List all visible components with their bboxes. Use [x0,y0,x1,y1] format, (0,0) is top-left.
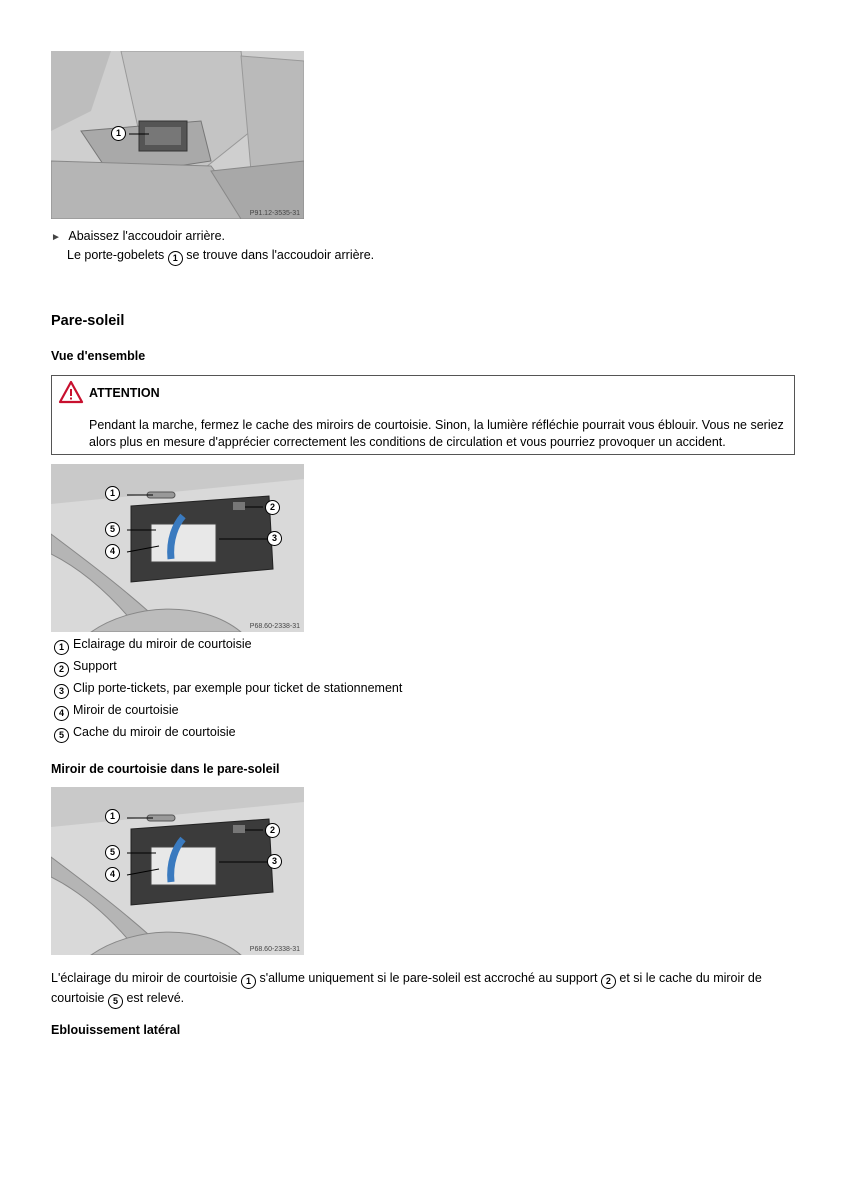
callout-1: 1 [105,486,120,501]
callout-4: 4 [105,867,120,882]
section-title: Pare-soleil [51,313,125,329]
legend-num: 3 [54,684,69,699]
warning-box [51,375,795,455]
para-text: est relevé. [122,991,185,1005]
sun-visor-overview-figure [51,464,304,632]
callout-ref-2: 2 [601,974,616,989]
callout-2: 2 [265,823,280,838]
callout-5: 5 [105,845,120,860]
callout-1: 1 [105,809,120,824]
para-text: L'éclairage du miroir de courtoisie [51,971,241,985]
legend-label: Cache du miroir de courtoisie [73,725,236,739]
rear-armrest-figure [51,51,304,219]
step-arrow-icon: ► [51,232,61,243]
legend-num: 4 [54,706,69,721]
callout-3: 3 [267,854,282,869]
callout-1: 1 [111,126,126,141]
legend-item [54,637,252,655]
legend-label: Miroir de courtoisie [73,703,179,717]
legend-item [54,681,402,699]
callout-5: 5 [105,522,120,537]
subsection-glare: Eblouissement latéral [51,1023,181,1037]
warning-text: Pendant la marche, fermez le cache des miroirs de courtoisie. Sinon, la lumière réfléchie pourrait vous éblouir. Vous ne seriez alors plus en mesure d'apprécier correctement les conditions de circulation et vous pourriez provoquer un accident. [89,418,784,449]
legend-num: 5 [54,728,69,743]
subsection-mirror: Miroir de courtoisie dans le pare-soleil [51,762,280,776]
figure-code: P91.12-3535-31 [249,210,300,217]
legend-label: Eclairage du miroir de courtoisie [73,637,252,651]
step-result-text-2: se trouve dans l'accoudoir arrière. [182,248,375,262]
callout-2: 2 [265,500,280,515]
step-result-text: Le porte-gobelets [67,248,168,262]
legend-item [54,703,179,721]
figure-code: P68.60-2338-31 [249,623,300,630]
legend-item [54,659,117,677]
legend-item [54,725,236,743]
sun-visor-mirror-figure [51,787,304,955]
step-result [67,248,374,266]
legend-num: 2 [54,662,69,677]
callout-3: 3 [267,531,282,546]
para-text: et si le cache du miroir de courtoisie [51,971,762,1005]
legend-label: Clip porte-tickets, par exemple pour ticket de stationnement [73,681,403,695]
callout-ref-1: 1 [241,974,256,989]
legend-label: Support [73,659,117,673]
mirror-description [51,969,796,1009]
callout-4: 4 [105,544,120,559]
callout-ref-5: 5 [108,994,123,1009]
subsection-overview: Vue d'ensemble [51,349,146,363]
para-text: s'allume uniquement si le pare-soleil est accroché au support [255,971,601,985]
legend-num: 1 [54,640,69,655]
instruction-step [51,229,225,243]
figure-code: P68.60-2338-31 [249,946,300,953]
step-text: Abaissez l'accoudoir arrière. [68,229,226,243]
warning-title: ATTENTION [89,386,160,400]
callout-ref-1: 1 [168,251,183,266]
warning-triangle-icon [58,380,84,404]
